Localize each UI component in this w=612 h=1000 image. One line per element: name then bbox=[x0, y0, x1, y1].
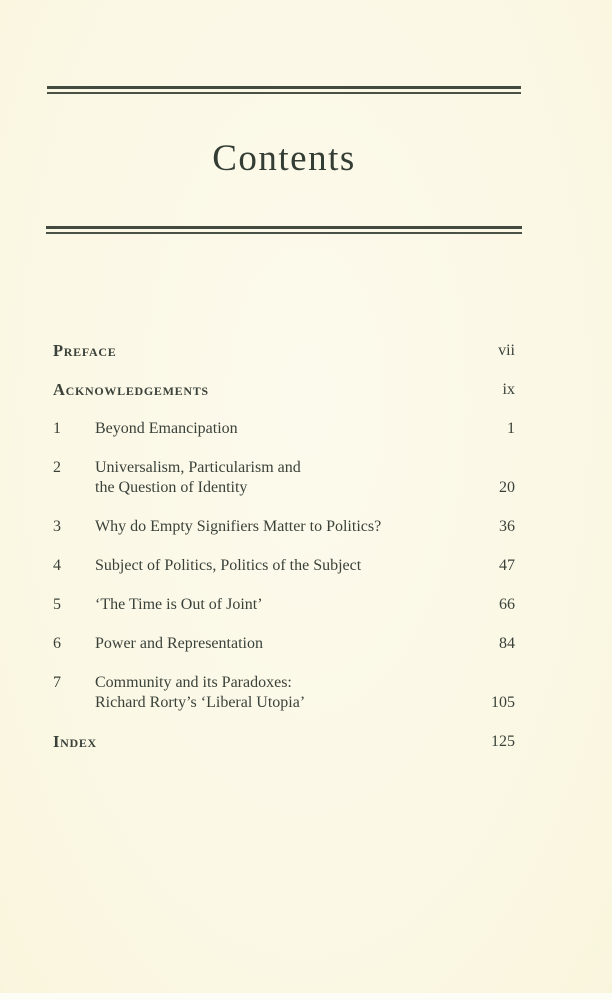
toc-row bbox=[53, 419, 515, 439]
toc-row bbox=[53, 556, 515, 576]
toc-row bbox=[53, 673, 515, 713]
page-number: 125 bbox=[491, 733, 515, 750]
toc-row bbox=[53, 341, 515, 361]
chapter-title: Subject of Politics, Politics of the Subject bbox=[95, 557, 362, 574]
chapter-number: 6 bbox=[53, 635, 61, 652]
chapter-title: Preface bbox=[53, 341, 117, 360]
page-number: 66 bbox=[499, 596, 515, 613]
chapter-number: 5 bbox=[53, 596, 61, 613]
toc-row bbox=[53, 595, 515, 615]
page-number: 105 bbox=[491, 694, 515, 711]
chapter-title: Index bbox=[53, 732, 97, 751]
chapter-title: Acknowledgements bbox=[53, 380, 209, 399]
chapter-number: 2 bbox=[53, 459, 61, 476]
top-double-rule bbox=[47, 86, 521, 94]
page-number: ix bbox=[502, 381, 515, 398]
toc-row bbox=[53, 380, 515, 400]
chapter-title: Community and its Paradoxes: Richard Rorty’s ‘Liberal Utopia’ bbox=[95, 674, 306, 711]
chapter-title: Universalism, Particularism and the Question of Identity bbox=[95, 459, 301, 496]
toc-row bbox=[53, 634, 515, 654]
page-number: 47 bbox=[499, 557, 515, 574]
chapter-title: ‘The Time is Out of Joint’ bbox=[95, 596, 263, 613]
toc-row bbox=[53, 517, 515, 537]
chapter-number: 7 bbox=[53, 674, 61, 691]
table-of-contents bbox=[53, 341, 515, 771]
page-edge bbox=[0, 993, 612, 1000]
chapter-number: 3 bbox=[53, 518, 61, 535]
page-number: 36 bbox=[499, 518, 515, 535]
toc-row bbox=[53, 732, 515, 752]
page-number: 20 bbox=[499, 479, 515, 496]
chapter-number: 4 bbox=[53, 557, 61, 574]
page-number: 1 bbox=[507, 420, 515, 437]
page-number: vii bbox=[498, 342, 515, 359]
bottom-double-rule bbox=[46, 226, 522, 234]
page-number: 84 bbox=[499, 635, 515, 652]
chapter-title: Why do Empty Signifiers Matter to Politics? bbox=[95, 518, 382, 535]
page-title: Contents bbox=[212, 138, 356, 179]
toc-row bbox=[53, 458, 515, 498]
chapter-number: 1 bbox=[53, 420, 61, 437]
chapter-title: Beyond Emancipation bbox=[95, 420, 238, 437]
chapter-title: Power and Representation bbox=[95, 635, 263, 652]
